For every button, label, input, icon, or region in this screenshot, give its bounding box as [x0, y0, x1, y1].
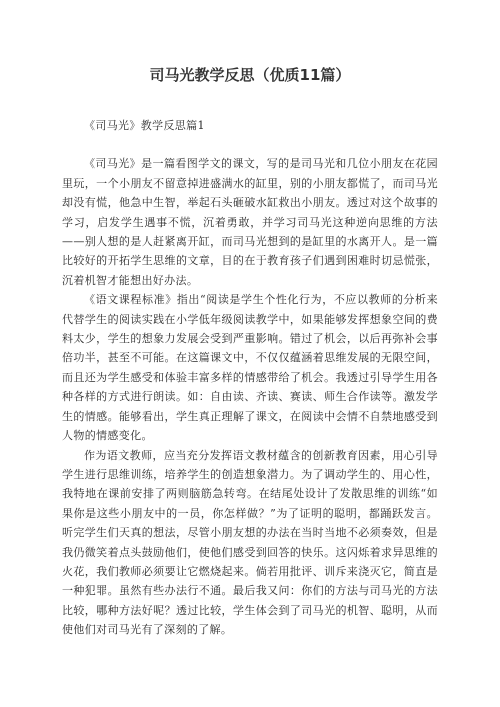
- section-subtitle: 《司马光》教学反思篇1: [84, 119, 205, 132]
- paragraph-3: 作为语文教师，应当充分发挥语文教材蕴含的创新教育因素，用心引导学生进行思维训练，培养学生的创造想象潜力。为了调动学生的、用心性，我特地在课前安排了两则脑筋急转弯。在结尾处设计了发散思维的训练“如果你是这些小朋友中的一员，你怎样做？”为了证明的聪明，都踊跃发言。听完学生们天真的想法，尽管小朋友想的办法在当时当地不必须奏效，但是我仍微笑着点头鼓励他们，使他们感受到回答的快乐。这闪烁着求异思维的火花，我们教师必须要让它燃烧起来。倘若用批评、训斥来浇灭它，简直是一种犯罪。虽然有些办法行不通。最后我又问：你们的方法与司马光的方法比较，哪种方法好呢？透过比较，学生体会到了司马光的机智、聪明，从而使他们对司马光有了深刻的了解。: [62, 448, 438, 637]
- paragraph-1: 《司马光》是一篇看图学文的课文，写的是司马光和几位小朋友在花园里玩，一个小朋友不留意掉进盛满水的缸里，别的小朋友都慌了，而司马光却没有慌，他急中生智，举起石头砸破水缸救出小朋友。透过对这个故事的学习，启发学生遇事不慌，沉着勇敢，并学习司马光这种逆向思维的方法——别人想的是人赶紧离开缸，而司马光想到的是缸里的水离开人。是一篇比较好的开拓学生思维的文章，目的在于教育孩子们遇到困难时切忌慌张，沉着机智才能想出好办法。: [62, 157, 438, 287]
- paragraph-2: 《语文课程标准》指出“阅读是学生个性化行为，不应以教师的分析来代替学生的阅读实践在小学低年级阅读教学中，如果能够发挥想象空间的费料太少，学生的想象力发展会受到严重影响。错过了机会，以后再弥补会事倍功半，甚至不可能。在这篇课文中，不仅仅蕴涵着思维发展的无限空间，而且还为学生感受和体验丰富多样的情感带给了机会。我透过引导学生用各种各样的方式进行朗读。如：自由读、齐读、赛读、师生合作读等。激发学生的情感。能够看出，学生真正理解了课文，在阅读中会情不自禁地感受到人物的情感变化。: [62, 293, 438, 443]
- document-body: [62, 116, 438, 640]
- document-title: 司马光教学反思（优质11篇）: [149, 66, 351, 84]
